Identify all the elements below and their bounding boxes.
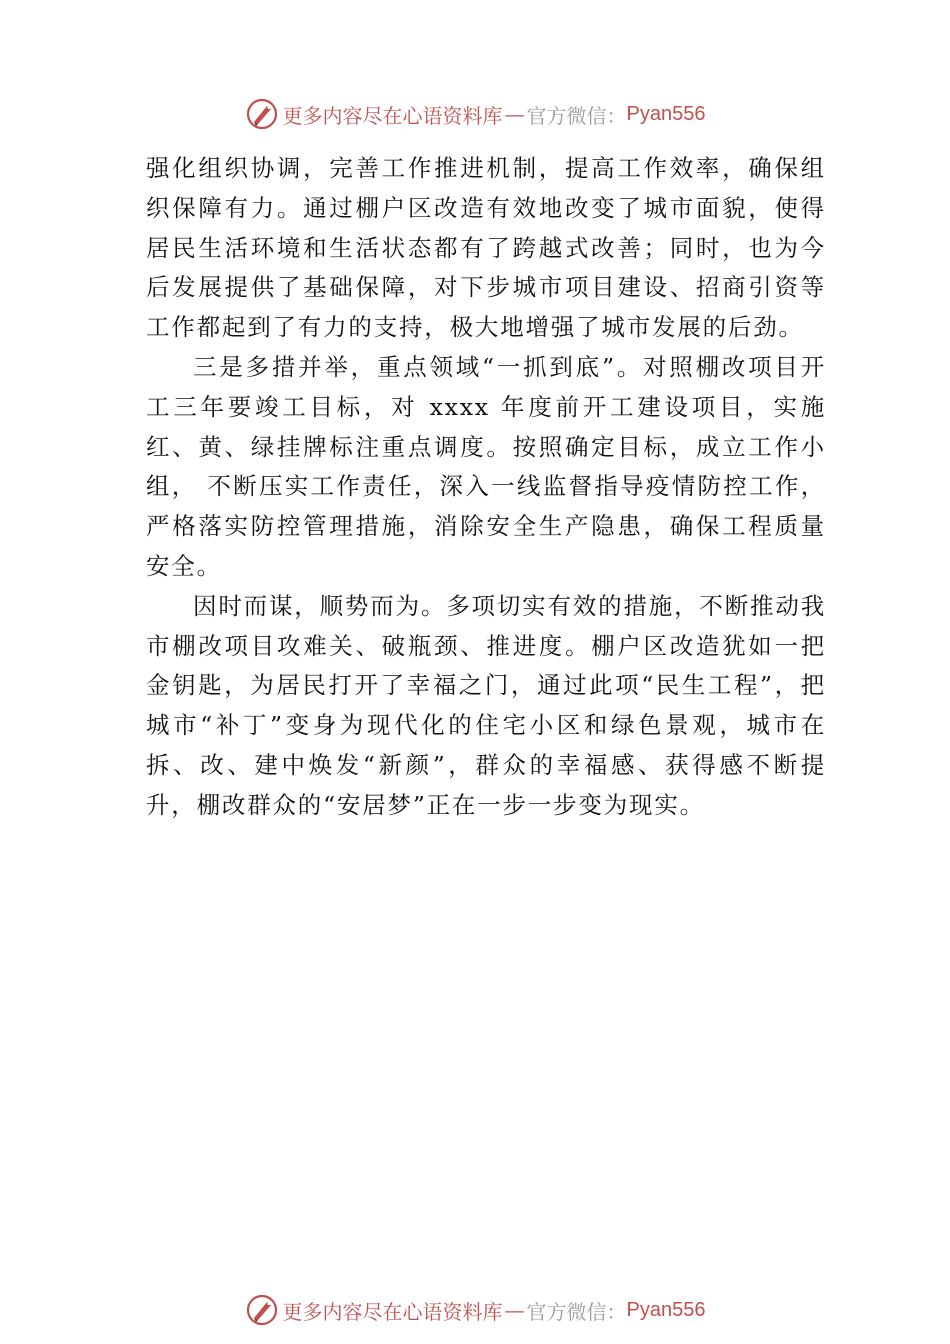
- header-banner-wechat: 官方微信：: [526, 103, 627, 128]
- header-banner-text: [283, 100, 706, 129]
- footer-banner-wechat: 官方微信：: [526, 1299, 627, 1324]
- header-banner-main: 更多内容尽在心语资料库: [282, 103, 503, 128]
- footer-banner-text: [283, 1296, 706, 1325]
- pen-logo-icon: [245, 1293, 279, 1327]
- header-banner-id: Pyan556: [626, 102, 706, 125]
- page-footer-banner: [0, 1290, 950, 1330]
- footer-banner-main: 更多内容尽在心语资料库: [282, 1299, 503, 1324]
- footer-banner-dash: —: [504, 1298, 525, 1322]
- paragraph-2: 三是多措并举，重点领域“一抓到底”。对照棚改项目开工三年要竣工目标，对 xxxx 年度前开工建设项目，实施红、黄、绿挂牌标注重点调度。按照确定目标，成立工作小组， 不断压实工作责任，深入一线监督指导疫情防控工作，严格落实防控管理措施，消除安全生产隐患，确保工程质量安全。: [146, 352, 826, 580]
- header-banner-dash: —: [504, 102, 525, 126]
- page-header-banner: [0, 94, 950, 134]
- document-body: [146, 149, 826, 826]
- footer-banner-id: Pyan556: [626, 1298, 706, 1321]
- paragraph-3: 因时而谋，顺势而为。多项切实有效的措施，不断推动我市棚改项目攻难关、破瓶颈、推进度。棚户区改造犹如一把金钥匙，为居民打开了幸福之门，通过此项“民生工程”，把城市“补丁”变身为现代化的住宅小区和绿色景观，城市在拆、改、建中焕发“新颜”，群众的幸福感、获得感不断提升，棚改群众的“安居梦”正在一步一步变为现实。: [146, 591, 826, 819]
- pen-logo-icon: [245, 97, 279, 131]
- paragraph-1: 强化组织协调，完善工作推进机制，提高工作效率，确保组织保障有力。通过棚户区改造有效地改变了城市面貌，使得居民生活环境和生活状态都有了跨越式改善；同时，也为今后发展提供了基础保障，对下步城市项目建设、招商引资等工作都起到了有力的支持，极大地增强了城市发展的后劲。: [146, 154, 826, 342]
